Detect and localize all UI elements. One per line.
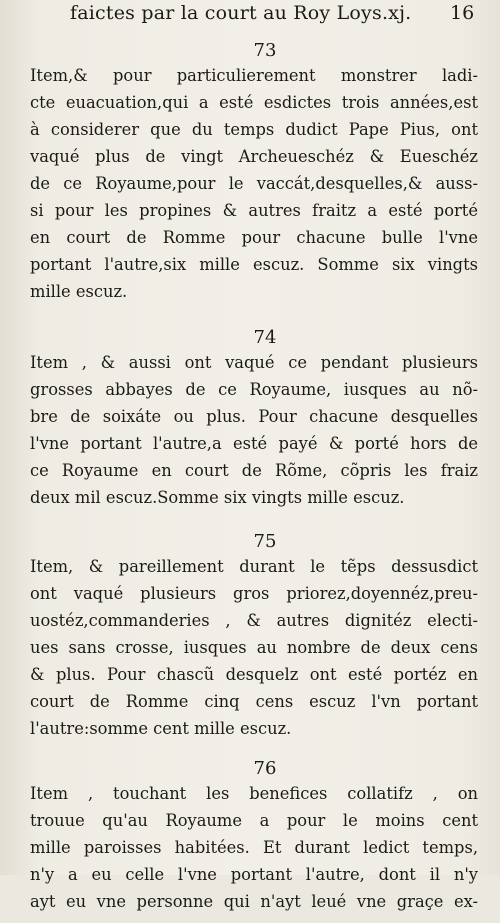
text-line: bre de soixáte ou plus. Pour chacune desquelles xyxy=(30,407,478,426)
text-line: & plus. Pour chascũ desquelz ont esté portéz en xyxy=(30,665,478,684)
article-number: 75 xyxy=(253,531,277,552)
text-line: en court de Romme pour chacune bulle l'vne xyxy=(30,228,478,247)
article-number: 76 xyxy=(253,758,277,779)
text-line: ues sans crosse, iusques au nombre de deux cens xyxy=(30,638,478,657)
text-line: n'y a eu celle l'vne portant l'autre, dont il n'y xyxy=(30,865,478,884)
page-number: 16 xyxy=(450,2,475,24)
article-73 xyxy=(30,40,478,305)
article-75 xyxy=(30,531,478,742)
article-76 xyxy=(30,758,478,915)
text-line: mille escuz. xyxy=(30,282,128,301)
running-head: faictes par la court au Roy Loys.xj. xyxy=(70,2,412,24)
text-line: deux mil escuz.Somme six vingts mille escuz. xyxy=(30,488,405,507)
text-line: l'autre:somme cent mille escuz. xyxy=(30,719,292,738)
text-line: vaqué plus de vingt Archeueschéz & Eueschéz xyxy=(30,147,478,166)
text-line: mille paroisses habitées. Et durant ledict temps, xyxy=(30,838,478,857)
text-line: l'vne portant l'autre,a esté payé & porté hors de xyxy=(30,434,478,453)
text-line: court de Romme cinq cens escuz l'vn portant xyxy=(30,692,478,711)
text-line: à considerer que du temps dudict Pape Pius, ont xyxy=(30,120,478,139)
text-line: de ce Royaume,pour le vaccát,desquelles,& auss- xyxy=(30,174,478,193)
text-line: Item, & pareillement durant le tẽps dessusdict xyxy=(30,557,478,576)
text-line: uostéz,commanderies , & autres dignitéz electi- xyxy=(30,611,478,630)
article-number: 73 xyxy=(253,40,277,61)
text-line: Item , & aussi ont vaqué ce pendant plusieurs xyxy=(30,353,478,372)
text-line: Item,& pour particulierement monstrer ladi- xyxy=(30,66,478,85)
article-74 xyxy=(30,327,478,511)
text-line: ce Royaume en court de Rõme, cõpris les fraiz xyxy=(30,461,478,480)
body-text xyxy=(30,40,478,923)
text-line: ont vaqué plusieurs gros priorez,doyennéz,preu- xyxy=(30,584,478,603)
text-line: cte euacuation,qui a esté esdictes trois années,est xyxy=(30,93,478,112)
text-line: grosses abbayes de ce Royaume, iusques au nõ- xyxy=(30,380,478,399)
article-number: 74 xyxy=(253,327,277,348)
text-line: trouue qu'au Royaume a pour le moins cent xyxy=(30,811,478,830)
text-line: si pour les propines & autres fraitz a esté porté xyxy=(30,201,478,220)
text-line: Item , touchant les benefices collatifz , on xyxy=(30,784,478,803)
text-line: portant l'autre,six mille escuz. Somme six vingts xyxy=(30,255,478,274)
text-line: ayt eu vne personne qui n'ayt leué vne graçe ex- xyxy=(30,892,478,911)
page-header xyxy=(0,0,500,40)
